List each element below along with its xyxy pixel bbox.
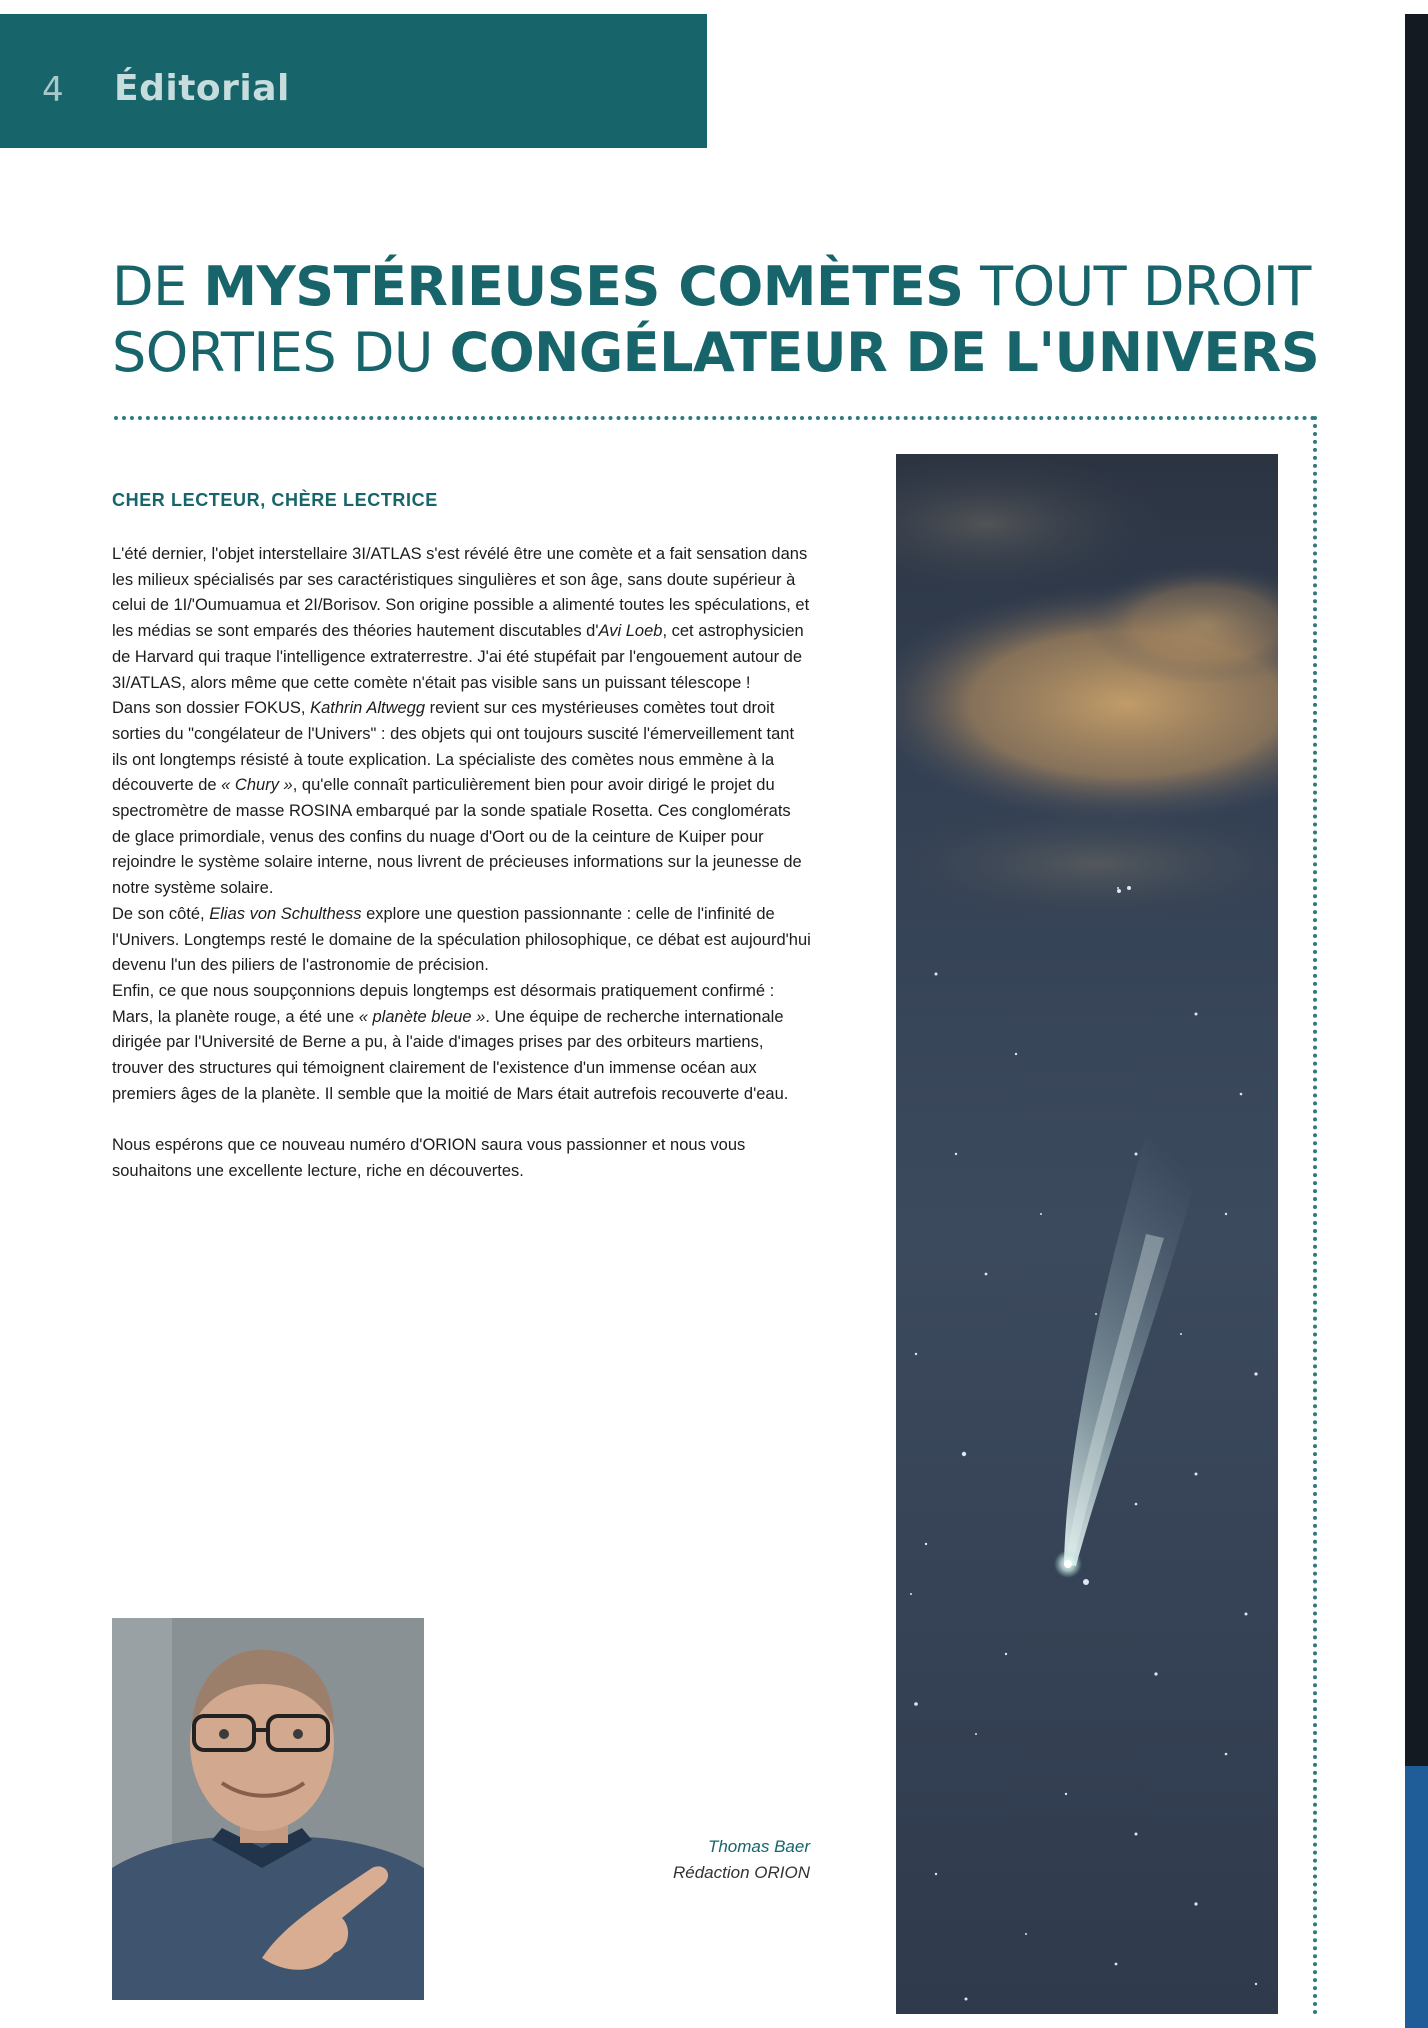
signature — [560, 1834, 810, 1886]
portrait-illustration — [112, 1618, 424, 2000]
paragraph — [112, 902, 812, 979]
paragraph — [112, 542, 812, 696]
text: Dans son dossier FOKUS, — [112, 699, 311, 718]
headline-part: DE — [112, 255, 204, 318]
page-number: 4 — [42, 70, 64, 110]
author-portrait — [112, 1618, 424, 2000]
text: Enfin, ce que nous soupçonnions depuis longtemps est désormais pratiquement confirmé : Mars, la planète rouge, a été une — [112, 981, 775, 1026]
right-edge-accent — [1405, 1766, 1428, 2028]
text: revient sur ces mystérieuses comètes tout droit sorties du "congélateur de l'Univers" : des objets qui ont toujours suscité l'émerveillement tant ils ont longtemps résisté à toute explication. La spécialiste des comètes nous emmène à la découverte de — [112, 699, 795, 795]
person-name: Kathrin Altwegg — [310, 699, 426, 718]
person-name: Elias von Schulthess — [209, 904, 362, 923]
right-edge-strip — [1405, 14, 1428, 2028]
quote: « planète bleue » — [358, 1007, 486, 1026]
text: De son côté, — [112, 904, 210, 923]
article-headline — [112, 254, 1332, 386]
author-name: Thomas Baer — [707, 1837, 810, 1856]
text: L'été dernier, l'objet interstellaire 3I/ATLAS s'est révélé être une comète et a fait sensation dans les milieux spécialisés par ses caractéristiques singulières et son âge, sans doute supérieur à celui de 1I/'Oumuamua et 2I/Borisov. Son origine possible a alimenté toutes les spéculations, et les médias se sont emparés des théories hautement discutables d' — [112, 545, 810, 641]
header-band — [0, 14, 707, 148]
dotted-divider-vertical — [1313, 416, 1317, 2016]
headline-bold: MYSTÉRIEUSES COMÈTES — [203, 255, 964, 318]
article-body — [112, 542, 812, 1185]
paragraph — [112, 979, 812, 1108]
section-title: Éditorial — [114, 68, 290, 109]
closing-paragraph: Nous espérons que ce nouveau numéro d'ORION saura vous passionner et nous vous souhaitons une excellente lecture, riche en découvertes. — [112, 1136, 746, 1180]
headline-part: TOUT DROIT — [963, 255, 1311, 318]
person-name: Avi Loeb — [598, 622, 663, 641]
comet-photo — [896, 454, 1278, 2014]
text: explore une question passionnante : celle de l'infinité de l'Univers. Longtemps resté le domaine de la spéculation philosophique, ce débat est aujourd'hui devenu l'un des piliers de l'astronomie de précision. — [112, 904, 811, 975]
paragraph-gap — [112, 1107, 812, 1133]
author-role: Rédaction ORION — [673, 1863, 810, 1882]
headline-bold: CONGÉLATEUR DE L'UNIVERS — [449, 321, 1320, 384]
headline-part: SORTIES DU — [112, 321, 450, 384]
text: , cet astrophysicien de Harvard qui traque l'intelligence extraterrestre. J'ai été stupéfait par l'engouement autour de 3I/ATLAS, alors même que cette comète n'était pas visible sans un puissant télescope ! — [112, 622, 804, 692]
dotted-divider — [114, 416, 1316, 420]
comet-illustration — [896, 454, 1278, 2014]
paragraph — [112, 696, 812, 902]
comet-name: « Chury » — [221, 776, 293, 795]
salutation: CHER LECTEUR, CHÈRE LECTRICE — [112, 490, 438, 510]
text: , qu'elle connaît particulièrement bien pour avoir dirigé le projet du spectromètre de masse ROSINA embarqué par la sonde spatiale Rosetta. Ces conglomérats de glace primordiale, venus des confins du nuage d'Oort ou de la ceinture de Kuiper pour rejoindre le système solaire interne, nous livrent de précieuses informations sur la jeunesse de notre système solaire. — [112, 776, 802, 898]
text: . Une équipe de recherche internationale dirigée par l'Université de Berne a pu, à l'aide d'images prises par des orbiteurs martiens, trouver des structures qui témoignent clairement de l'existence d'un immense océan aux premiers âges de la planète. Il semble que la moitié de Mars était autrefois recouverte d'eau. — [112, 1007, 789, 1103]
